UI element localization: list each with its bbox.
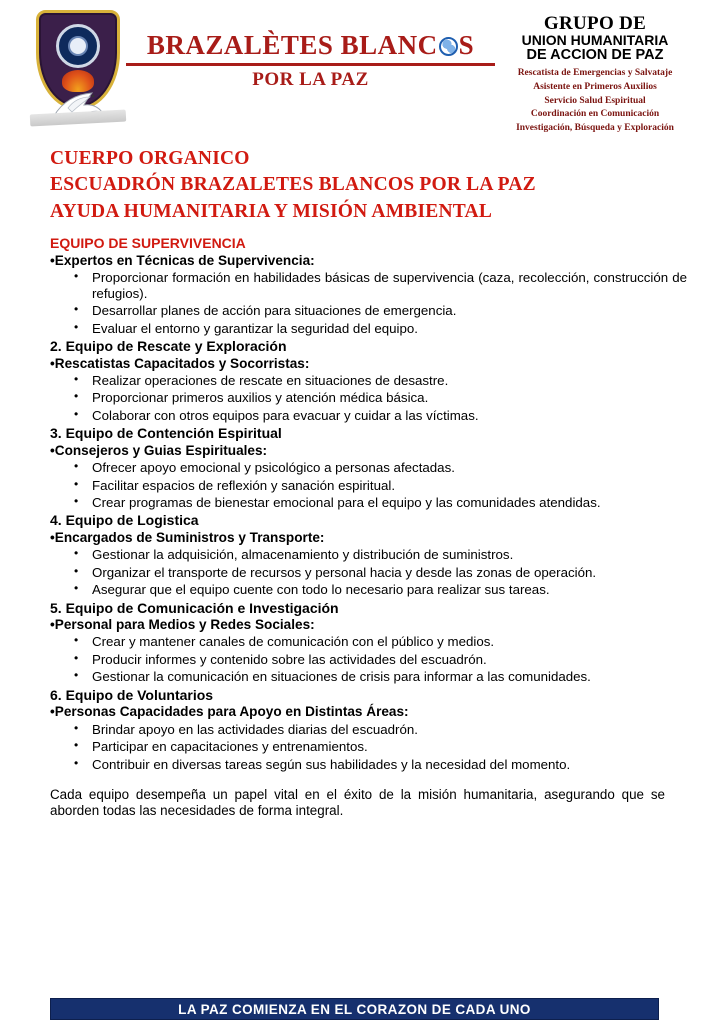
section-heading: 2. Equipo de Rescate y Exploración: [50, 338, 287, 355]
list-item: • Desarrollar planes de acción para situaciones de emergencia.: [50, 303, 687, 319]
list-item: • Proporcionar primeros auxilios y atención médica básica.: [50, 390, 687, 406]
brand-divider: [126, 63, 495, 66]
page-title: [0, 142, 709, 225]
section-subheading: •Expertos en Técnicas de Supervivencia:: [50, 252, 315, 268]
list-item: • Crear programas de bienestar emocional para el equipo y las comunidades atendidas.: [50, 495, 687, 511]
section-bullet-list: [50, 373, 687, 424]
section-equipo-de-voluntarios: [50, 687, 687, 773]
list-item: • Facilitar espacios de reflexión y sanación espiritual.: [50, 478, 687, 494]
organization-block: [495, 8, 695, 136]
section-subheading: •Rescatistas Capacitados y Socorristas:: [50, 355, 310, 371]
brand-line-one: [126, 30, 495, 61]
org-service-item: Servicio Salud Espiritual: [544, 95, 646, 106]
section-equipo-de-comunicacion-e-investigacion: [50, 600, 687, 686]
list-item: • Crear y mantener canales de comunicación con el público y medios.: [50, 634, 687, 650]
page-title-line-2: ESCUADRÓN BRAZALETES BLANCOS POR LA PAZ: [50, 174, 536, 196]
section-heading: EQUIPO DE SUPERVIVENCIA: [50, 234, 246, 251]
list-item: • Brindar apoyo en las actividades diarias del escuadrón.: [50, 722, 687, 738]
document-header: [0, 0, 709, 142]
section-bullet-list: [50, 547, 687, 598]
section-heading: 3. Equipo de Contención Espiritual: [50, 425, 282, 442]
document-body: [0, 225, 709, 820]
section-subheading: •Encargados de Suministros y Transporte:: [50, 530, 325, 546]
section-equipo-de-logistica: [50, 512, 687, 598]
list-item: • Colaborar con otros equipos para evacuar y cuidar a las víctimas.: [50, 408, 687, 424]
list-item: • Participar en capacitaciones y entrenamientos.: [50, 739, 687, 755]
list-item: • Asegurar que el equipo cuente con todo lo necesario para realizar sus tareas.: [50, 582, 687, 598]
section-equipo-de-supervivencia: [50, 235, 687, 337]
section-bullet-list: [50, 270, 687, 337]
list-item: • Organizar el transporte de recursos y personal hacia y desde las zonas de operación.: [50, 565, 687, 581]
page-title-line-3: AYUDA HUMANITARIA Y MISIÓN AMBIENTAL: [50, 200, 493, 222]
brand-text-a: BRAZALÈTES BLANC: [146, 30, 438, 60]
section-heading: 5. Equipo de Comunicación e Investigación: [50, 599, 339, 616]
list-item: • Contribuir en diversas tareas según sus habilidades y la necesidad del momento.: [50, 757, 687, 773]
section-heading: 4. Equipo de Logistica: [50, 512, 199, 529]
section-subheading: •Personal para Medios y Redes Sociales:: [50, 617, 315, 633]
section-bullet-list: [50, 634, 687, 685]
document-footer: [0, 998, 709, 1024]
closing-paragraph: Cada equipo desempeña un papel vital en el éxito de la misión humanitaria, asegurando que se aborden todas las necesidades de forma integral.: [50, 786, 665, 819]
list-item: • Evaluar el entorno y garantizar la seguridad del equipo.: [50, 321, 687, 337]
section-equipo-de-contencion-espiritual: [50, 425, 687, 511]
list-item: • Realizar operaciones de rescate en situaciones de desastre.: [50, 373, 687, 389]
section-equipo-de-rescate-y-exploracion: [50, 338, 687, 424]
brand-title: [126, 8, 495, 91]
org-service-item: Investigación, Búsqueda y Exploración: [516, 123, 674, 134]
brand-line-two: POR LA PAZ: [252, 69, 369, 90]
org-service-item: Asistente en Primeros Auxilios: [533, 81, 657, 92]
escuadron-crest-icon: [30, 8, 126, 132]
list-item: • Gestionar la comunicación en situaciones de crisis para informar a las comunidades.: [50, 669, 687, 685]
brand-text-b: S: [458, 30, 475, 60]
section-bullet-list: [50, 460, 687, 511]
section-bullet-list: [50, 722, 687, 773]
section-heading: 6. Equipo de Voluntarios: [50, 686, 214, 703]
page-title-line-1: CUERPO ORGANICO: [50, 148, 250, 169]
list-item: • Producir informes y contenido sobre las actividades del escuadrón.: [50, 652, 687, 668]
footer-slogan: LA PAZ COMIENZA EN EL CORAZON DE CADA UNO: [50, 998, 659, 1020]
org-line-three: DE ACCION DE PAZ: [526, 47, 664, 64]
section-subheading: •Consejeros y Guias Espirituales:: [50, 442, 268, 458]
org-service-item: Coordinación en Comunicación: [530, 109, 660, 120]
globe-icon: [439, 37, 458, 56]
list-item: • Ofrecer apoyo emocional y psicológico a personas afectadas.: [50, 460, 687, 476]
list-item: • Gestionar la adquisición, almacenamiento y distribución de suministros.: [50, 547, 687, 563]
org-line-one: GRUPO DE: [543, 13, 647, 34]
crest-emblem-center: [68, 36, 88, 56]
list-item: • Proporcionar formación en habilidades básicas de supervivencia (caza, recolección, construcción de refugios).: [50, 270, 687, 302]
org-services-list: [495, 67, 695, 136]
crest-ribbon-shape: [30, 109, 126, 126]
section-subheading: •Personas Capacidades para Apoyo en Distintas Áreas:: [50, 704, 409, 720]
org-service-item: Rescatista de Emergencias y Salvataje: [517, 68, 673, 79]
org-line-two: UNION HUMANITARIA: [521, 32, 669, 49]
